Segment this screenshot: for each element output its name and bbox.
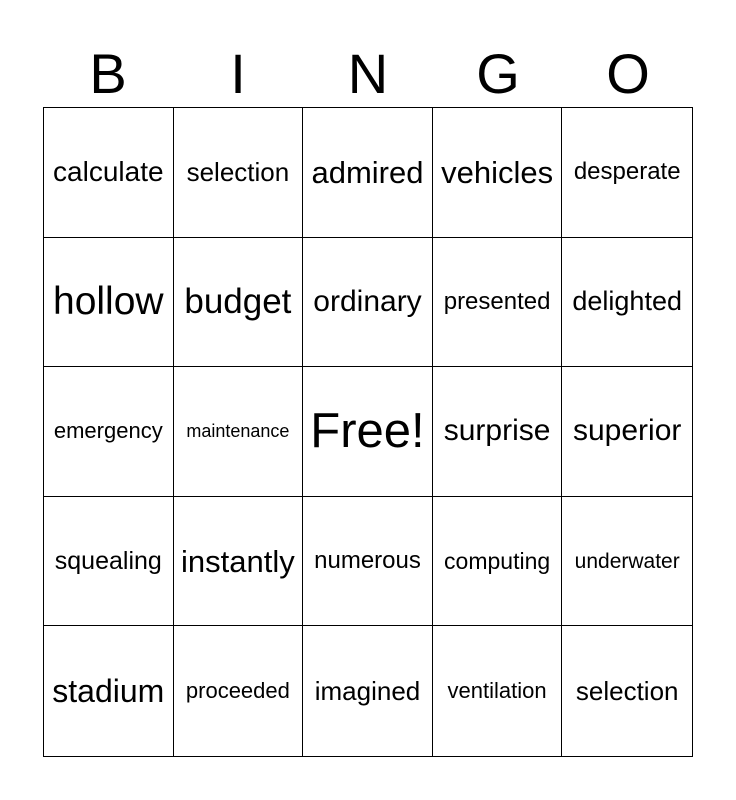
bingo-cell: selection [575,676,679,707]
bingo-cell: surprise [433,367,563,497]
bingo-cell: numerous [303,497,433,627]
header-letter-o: O [606,42,650,105]
bingo-cell: computing [433,497,563,627]
free-space: Free! [303,367,433,497]
bingo-cell: superior [562,367,692,497]
header-letter-i: I [230,42,246,105]
bingo-cell: calculate [44,108,174,238]
bingo-cell: hollow [44,238,174,368]
bingo-cell: maintenance [174,367,304,497]
bingo-cell: squealing [44,497,174,627]
bingo-board [43,107,693,757]
bingo-cell: ventilation [433,626,563,756]
bingo-header [43,40,693,108]
bingo-cell: imagined [303,626,433,756]
bingo-cell: underwater [562,497,692,627]
bingo-cell: delighted [562,238,692,368]
bingo-cell: stadium [44,626,174,756]
bingo-cell: selection [174,108,304,238]
header-letter-b: B [89,42,127,105]
header-letter-n: N [347,42,389,105]
bingo-cell: emergency [44,367,174,497]
bingo-cell: vehicles [433,108,563,238]
bingo-cell: instantly [174,497,304,627]
bingo-cell: budget [174,238,304,368]
header-letter-g: G [476,42,520,105]
bingo-cell: ordinary [303,238,433,368]
bingo-cell: admired [303,108,433,238]
bingo-cell: desperate [562,108,692,238]
bingo-cell: proceeded [174,626,304,756]
bingo-cell: presented [433,238,563,368]
